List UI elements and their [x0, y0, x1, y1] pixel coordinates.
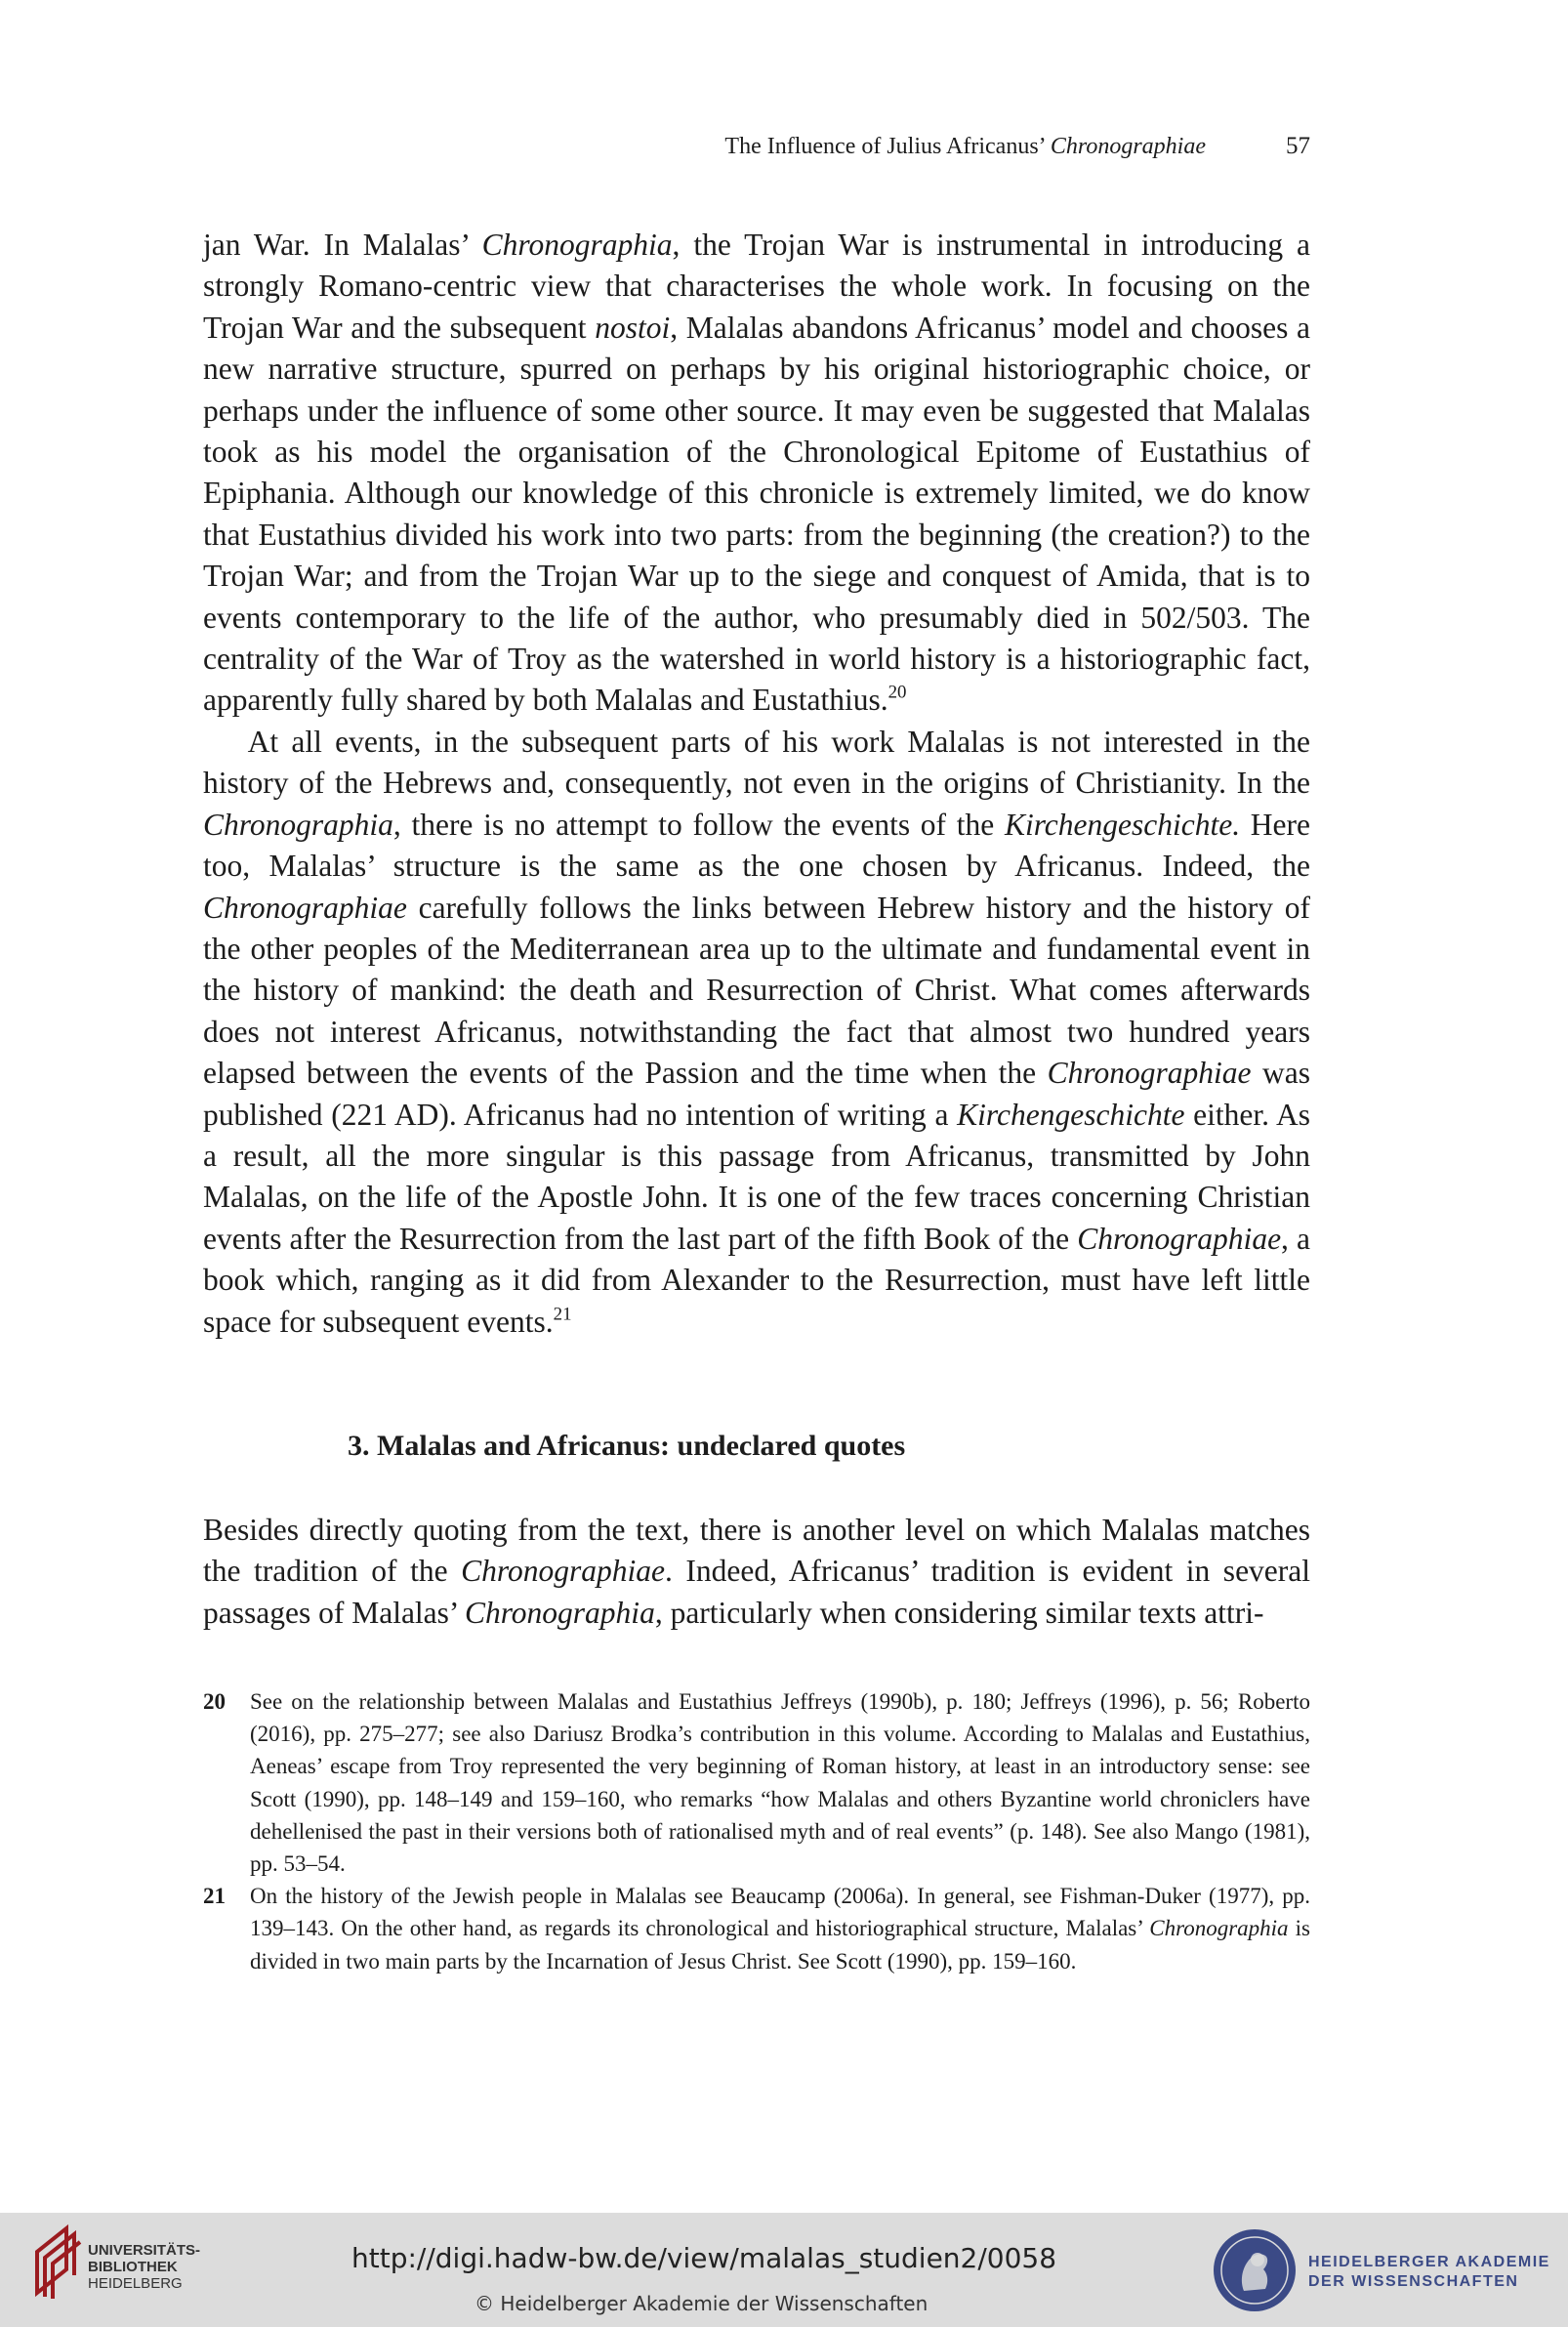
- text-run: is divided in two main parts by the Incarnation of Jesus Christ. See Scott (1990), pp. 159–160.: [250, 1916, 1310, 1974]
- text-run: either. As a result, all the more singular is this passage from Africanus, transmitted by John Malalas, on the life of the Apostle John. It is one of the few traces concerning Christian events after the Resurrection from the last part of the fifth Book of the: [203, 1097, 1310, 1256]
- text-run: , there is no attempt to follow the events of the: [392, 807, 1005, 842]
- italic-run: Chronographiae: [203, 890, 407, 925]
- university-library-logo-icon: [29, 2223, 84, 2306]
- italic-run: Chronographia: [1149, 1916, 1289, 1941]
- text-run: Here too, Malalas’ structure is the same as the one chosen by Africanus. Indeed, the: [203, 807, 1311, 884]
- italic-run: Kirchengeschichte.: [1004, 807, 1241, 842]
- footnotes: [203, 1685, 1310, 1977]
- permalink-url[interactable]: http://digi.hadw-bw.de/view/malalas_studien2/0058: [351, 2242, 1057, 2274]
- text-run: . Indeed, Africanus’ tradition is evident in several passages of Malalas’: [203, 1554, 1311, 1630]
- text-run: , Malalas abandons Africanus’ model and chooses a new narrative structure, spurred on perhaps by his original historiographic choice, or perhaps under the influence of some other source. It may even be suggested that Malalas took as his model the organisation of the Chronological Epitome of Eustathius of Epiphania. Although our knowledge of this chronicle is extremely limited, we do know that Eustathius divided his work into two parts: from the beginning (the creation?) to the Trojan War; and from the Trojan War up to the siege and conquest of Amida, that is to events contemporary to the life of the author, who presumably died in 502/503. The centrality of the War of Troy as the watershed in world history is a historiographic fact, apparently fully shared by both Malalas and Eustathius.: [203, 310, 1310, 718]
- academy-line-1: HEIDELBERGER AKADEMIE: [1308, 2254, 1550, 2270]
- footnote-number: 20: [203, 1689, 226, 1714]
- italic-run: Chronographia: [481, 228, 673, 262]
- text-run: At all events, in the subsequent parts of his work Malalas is not interested in the history of the Hebrews and, consequently, not even in the origins of Christianity. In the: [203, 724, 1310, 801]
- footnote-number: 21: [203, 1884, 226, 1909]
- paragraph-1: [203, 225, 1310, 722]
- ub-line-3: HEIDELBERG: [88, 2275, 183, 2292]
- running-title: [724, 134, 1206, 160]
- footnote-text: [250, 1880, 1310, 1977]
- running-title-text: The Influence of Julius Africanus’: [724, 134, 1051, 159]
- italic-run: Chronographia: [203, 807, 393, 842]
- text-run: , the Trojan War is instrumental in introducing a strongly Romano-centric view that characterises the whole work. In focusing on the Trojan War and the subsequent: [203, 228, 1310, 345]
- footnote-text: See on the relationship between Malalas and Eustathius Jeffreys (1990b), p. 180; Jeffreys (1996), p. 56; Roberto (2016), pp. 275–277; see also Dariusz Brodka’s contribution in this volume. According to Malalas and Eustathius, Aeneas’ escape from Troy represented the very beginning of Roman history, at least in an introductory sense: see Scott (1990), pp. 148–149 and 159–160, who remarks “how Malalas and others Byzantine world chroniclers have dehellenised the past in their versions both of rationalised myth and of real events” (p. 148). See also Mango (1981), pp. 53–54.: [250, 1689, 1310, 1877]
- footnote-ref-21[interactable]: 21: [553, 1304, 572, 1325]
- running-header: [203, 133, 1310, 160]
- text-run: , a book which, ranging as it did from Alexander to the Resurrection, must have left little space for subsequent events.: [203, 1221, 1310, 1339]
- page-number: 57: [1286, 133, 1310, 159]
- italic-run: nostoi: [595, 310, 671, 345]
- main-text: [203, 225, 1310, 1343]
- running-title-italic: Chronographiae: [1050, 134, 1206, 159]
- paragraph-3: [203, 1510, 1310, 1634]
- italic-run: Kirchengeschichte: [957, 1097, 1185, 1132]
- italic-run: Chronographiae: [461, 1554, 665, 1589]
- italic-run: Chronographiae: [1047, 1056, 1252, 1091]
- academy-seal-icon: [1211, 2226, 1299, 2319]
- section-heading: 3. Malalas and Africanus: undeclared quotes: [348, 1430, 906, 1462]
- academy-name: [1308, 2253, 1550, 2292]
- text-run: On the history of the Jewish people in Malalas see Beaucamp (2006a). In general, see Fishman-Duker (1977), pp. 139–143. On the other hand, as regards its chronological and historiographical structure, Malalas’: [250, 1884, 1310, 1941]
- italic-run: Chronographiae: [1077, 1221, 1282, 1256]
- text-run: Besides directly quoting from the text, there is another level on which Malalas matches the tradition of the: [203, 1513, 1310, 1589]
- text-run: carefully follows the links between Hebrew history and the history of the other peoples of the Mediterranean area up to the ultimate and fundamental event in the history of mankind: the death and Resurrection of Christ. What comes afterwards does not interest Africanus, notwithstanding the fact that almost two hundred years elapsed between the events of the Passion and the time when the: [203, 890, 1310, 1091]
- ub-line-1: UNIVERSITÄTS-: [88, 2242, 201, 2259]
- university-library-name: [88, 2242, 200, 2292]
- footnote-21: [203, 1880, 1310, 1977]
- academy-line-2: DER WISSENSCHAFTEN: [1308, 2273, 1519, 2290]
- italic-run: Chronographia: [464, 1595, 655, 1630]
- copyright-notice: © Heidelberger Akademie der Wissenschaften: [475, 2292, 928, 2315]
- paragraph-2: [203, 722, 1310, 1343]
- section-text: [203, 1510, 1310, 1634]
- text-run: , particularly when considering similar texts attri-: [654, 1595, 1264, 1630]
- text-run: jan War. In Malalas’: [203, 228, 482, 262]
- ub-line-2: BIBLIOTHEK: [88, 2259, 178, 2275]
- footnote-20: [203, 1685, 1310, 1880]
- text-run: was published (221 AD). Africanus had no intention of writing a: [203, 1056, 1310, 1132]
- footnote-ref-20[interactable]: 20: [887, 683, 907, 704]
